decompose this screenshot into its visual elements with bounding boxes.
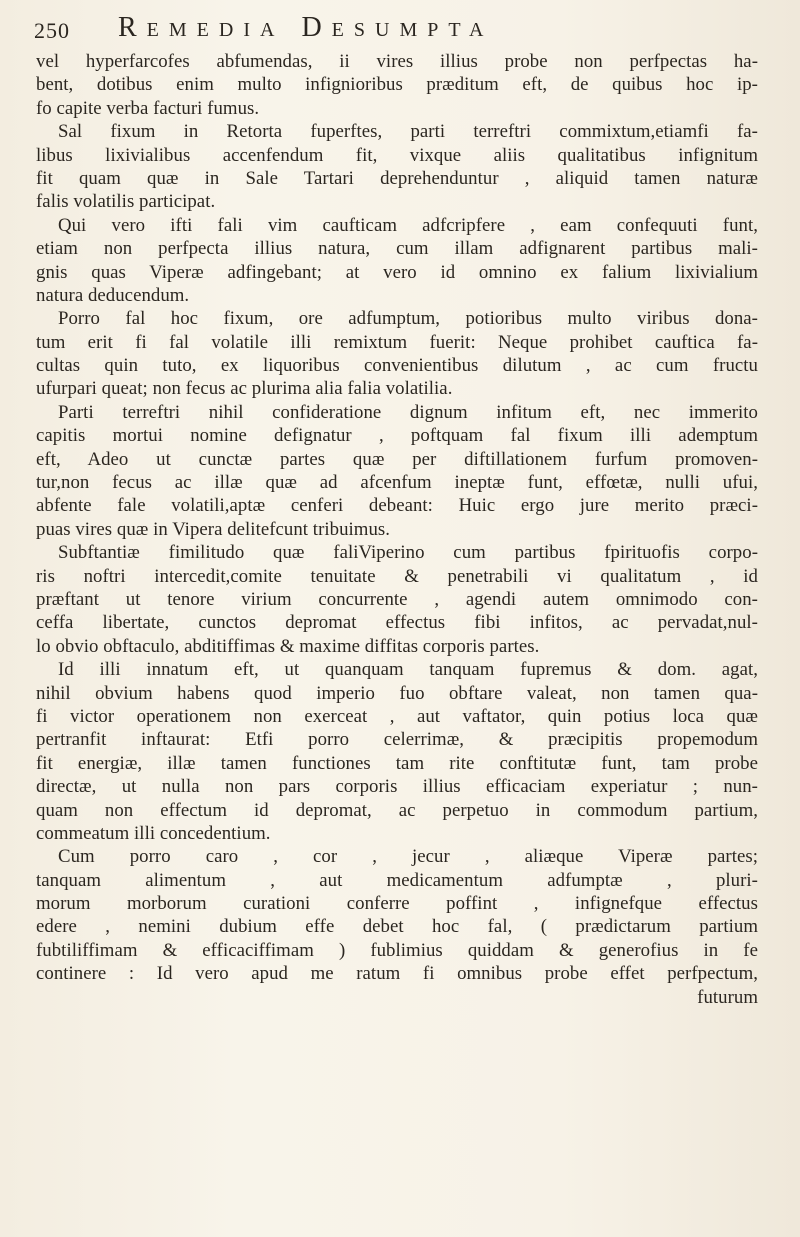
text-line: edere , nemini dubium effe debet hoc fal, ( prædictarum partium <box>36 916 758 938</box>
running-title: Remedia Desumpta <box>118 12 494 43</box>
text-line: morum morborum curationi conferre poffint , infignefque effectus <box>36 893 758 915</box>
text-line: fi victor operationem non exerceat , aut vaftator, quin potius loca quæ <box>36 705 758 727</box>
text-line: continere : Id vero apud me ratum fi omnibus probe effet perfpectum, <box>36 963 758 985</box>
text-line: directæ, ut nulla non pars corporis illius efficaciam experiatur ; nun- <box>36 776 758 798</box>
text-line: vel hyperfarcofes abfumendas, ii vires illius probe non perfpectas ha- <box>36 51 758 72</box>
text-line: eft, Adeo ut cunctæ partes quæ per diftillationem furfum promoven- <box>36 448 758 470</box>
text-line: præftant ut tenore virium concurrente , agendi autem omnimodo con- <box>36 588 758 610</box>
text-line: cultas quin tuto, ex liquoribus convenientibus dilutum , ac cum fructu <box>36 355 758 377</box>
text-line: Porro fal hoc fixum, ore adfumptum, potioribus multo viribus dona- <box>58 308 758 330</box>
text-line: fit energiæ, illæ tamen functiones tam rite conftitutæ funt, tam probe <box>36 752 758 774</box>
body-text <box>36 50 758 1009</box>
text-line: fo capite verba facturi fumus. <box>36 97 260 119</box>
text-line: Parti terreftri nihil confideratione dignum infitum eft, nec immerito <box>58 401 758 423</box>
text-line: ceffa libertate, cunctos depromat effectus fibi infitos, ac pervadat,nul- <box>36 612 758 634</box>
text-line: gnis quas Viperæ adfingebant; at vero id omnino ex falium lixivialium <box>36 261 758 283</box>
text-line: ufurpari queat; non fecus ac plurima alia falia volatilia. <box>36 378 453 400</box>
text-line: etiam non perfpecta illius natura, cum illam adfignarent partibus mali- <box>36 238 758 260</box>
text-line: Id illi innatum eft, ut quanquam tanquam fupremus & dom. agat, <box>58 659 758 681</box>
text-line: fubtiliffimam & efficaciffimam ) fublimius quiddam & generofius in fe <box>36 939 758 961</box>
text-line: fit quam quæ in Sale Tartari deprehenduntur , aliquid tamen naturæ <box>36 167 758 189</box>
text-line: natura deducendum. <box>36 284 190 306</box>
text-line: ris noftri intercedit,comite tenuitate & penetrabili vi qualitatum , id <box>36 565 758 587</box>
text-line: Subftantiæ fimilitudo quæ faliViperino cum partibus fpirituofis corpo- <box>58 542 758 564</box>
page-number: 250 <box>34 18 70 43</box>
page-header <box>34 12 774 48</box>
text-line: nihil obvium habens quod imperio fuo obftare valeat, non tamen qua- <box>36 682 758 704</box>
text-line: futurum <box>697 986 758 1008</box>
text-line: pertranfit inftaurat: Etfi porro celerrimæ, & præcipitis propemodum <box>36 729 758 751</box>
text-line: commeatum illi concedentium. <box>36 822 271 844</box>
text-line: Qui vero ifti fali vim caufticam adfcripfere , eam confequuti funt, <box>58 214 758 236</box>
text-line: puas vires quæ in Vipera delitefcunt tribuimus. <box>36 518 391 540</box>
text-line: falis volatilis participat. <box>36 191 216 213</box>
text-line: tur,non fecus ac illæ quæ ad afcenfum ineptæ funt, effœtæ, nulli ufui, <box>36 472 758 494</box>
text-line: capitis mortui nomine defignatur , poftquam fal fixum illi ademptum <box>36 425 758 447</box>
text-line: quam non effectum id depromat, ac perpetuo in commodum partium, <box>36 799 758 821</box>
text-line: tum erit fi fal volatile illi remixtum fuerit: Neque prohibet cauftica fa- <box>36 331 758 353</box>
text-line: lo obvio obftaculo, abditiffimas & maxime diffitas corporis partes. <box>36 635 540 657</box>
text-line: libus lixivialibus accenfendum fit, vixque aliis qualitatibus infignitum <box>36 144 758 166</box>
text-line: Sal fixum in Retorta fuperftes, parti terreftri commixtum,etiamfi fa- <box>58 121 758 143</box>
text-line: tanquam alimentum , aut medicamentum adfumptæ , pluri- <box>36 869 758 891</box>
text-line: bent, dotibus enim multo infignioribus præditum eft, de quibus hoc ip- <box>36 74 758 96</box>
text-line: Cum porro caro , cor , jecur , aliæque Viperæ partes; <box>58 846 758 868</box>
text-line: abfente fale volatili,aptæ cenferi debeant: Huic ergo jure merito præci- <box>36 495 758 517</box>
